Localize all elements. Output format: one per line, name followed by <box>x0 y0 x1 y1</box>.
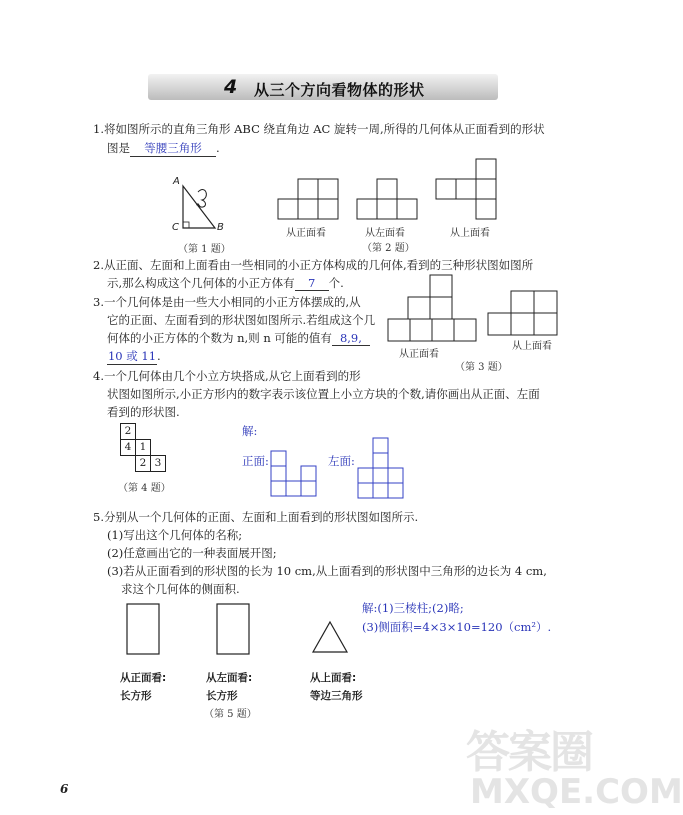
q5-caption: （第 5 题） <box>204 709 257 720</box>
q1-label-a: A <box>173 176 180 187</box>
q2-suffix: 个. <box>328 276 344 290</box>
q5-left-view-label: 从左面看: <box>206 672 253 684</box>
q2-answer: 7 <box>295 276 329 291</box>
q4-line2: 状图如图所示,小正方形内的数字表示该位置上小立方块的个数,请你画出从正面、左面 <box>107 387 540 401</box>
q5-top-view-shape: 等边三角形 <box>310 690 363 702</box>
q3-front-label: 从正面看 <box>399 349 439 360</box>
q5-solution-line1: 解:(1)三棱柱;(2)略; <box>362 601 464 615</box>
q2-line2 <box>107 275 344 291</box>
q3-line2: 它的正面、左面看到的形状图如图所示.若组成这个几 <box>107 313 376 327</box>
q5-line2: (1)写出这个几何体的名称; <box>107 528 243 542</box>
q3-answer-a: 8,9, <box>332 331 370 346</box>
q2-prefix: 示,那么构成这个几何体的小正方体有 <box>107 276 295 290</box>
section-title: 从三个方向看物体的形状 <box>254 81 425 99</box>
grid-cell: 4 <box>120 439 136 456</box>
q2-line1: 2.从正面、左面和上面看由一些相同的小正方体构成的几何体,看到的三种形状图如图所 <box>93 258 534 272</box>
q1-prefix: 图是 <box>107 141 130 155</box>
q5-front-rectangle <box>126 603 162 657</box>
page-number: 6 <box>60 782 69 796</box>
q4-left-view-solution <box>357 437 405 501</box>
q4-line1: 4.一个几何体由几个小立方块搭成,从它上面看到的形 <box>93 369 361 383</box>
q4-left-label: 左面: <box>328 454 355 468</box>
section-number: 4 <box>224 76 238 98</box>
q5-front-view-shape: 长方形 <box>120 690 152 702</box>
q2-front-view <box>276 178 346 222</box>
q5-top-view-label: 从上面看: <box>310 672 357 684</box>
q4-front-label: 正面: <box>242 454 269 468</box>
q5-left-view-shape: 长方形 <box>206 690 238 702</box>
q1-answer: 等腰三角形 <box>130 140 216 157</box>
q1-label-c: C <box>172 222 179 233</box>
q5-line1: 5.分别从一个几何体的正面、左面和上面看到的形状图如图所示. <box>93 510 419 524</box>
watermark-site: MXQE.COM <box>470 772 683 812</box>
grid-cell: 2 <box>135 455 151 472</box>
grid-cell: 1 <box>135 439 151 456</box>
q2-top-label: 从上面看 <box>450 228 490 239</box>
q1-label-b: B <box>217 222 224 233</box>
q2-top-view <box>436 157 498 223</box>
watermark-logo: 答案圈 <box>466 727 592 778</box>
grid-cell: 2 <box>120 423 136 440</box>
q3-caption: （第 3 题） <box>455 362 508 373</box>
q3-top-label: 从上面看 <box>512 341 552 352</box>
q3-top-view <box>487 289 561 339</box>
q3-suffix: . <box>157 349 161 363</box>
q3-line3 <box>107 330 370 346</box>
q5-line5: 求这个几何体的侧面积. <box>121 582 240 596</box>
q5-left-rectangle <box>216 603 252 657</box>
q3-line3-text: 何体的小正方体的个数为 n,则 n 可能的值有 <box>107 331 332 345</box>
q4-front-view-solution <box>270 450 318 500</box>
q4-solution-label: 解: <box>242 424 258 438</box>
q5-top-triangle <box>312 620 352 656</box>
q1-caption: （第 1 题） <box>178 244 231 255</box>
q2-left-view <box>355 178 425 222</box>
q4-line3: 看到的形状图. <box>107 405 180 419</box>
q2-front-label: 从正面看 <box>286 228 326 239</box>
q1-line2 <box>107 140 220 157</box>
q1-line1: 1.将如图所示的直角三角形 ABC 绕直角边 AC 旋转一周,所得的几何体从正面看到的形状 <box>93 122 545 136</box>
q2-left-label: 从左面看 <box>365 228 405 239</box>
q3-answer-b: 10 或 11 <box>107 349 157 363</box>
q5-line3: (2)任意画出它的一种表面展开图; <box>107 546 277 560</box>
q3-line1: 3.一个几何体是由一些大小相同的小正方体摆成的,从 <box>93 295 361 309</box>
q5-line4: (3)若从正面看到的形状图的长为 10 cm,从上面看到的形状图中三角形的边长为 4 cm, <box>107 564 547 578</box>
q2-caption: （第 2 题） <box>362 243 415 254</box>
q3-line4 <box>107 348 161 365</box>
grid-cell: 3 <box>150 455 166 472</box>
q3-front-view <box>386 273 486 345</box>
q4-caption: （第 4 题） <box>118 483 171 494</box>
q5-front-view-label: 从正面看: <box>120 672 167 684</box>
q1-suffix: . <box>216 141 220 155</box>
q5-solution-line2: (3)侧面积=4×3×10=120（cm²）. <box>362 620 552 634</box>
